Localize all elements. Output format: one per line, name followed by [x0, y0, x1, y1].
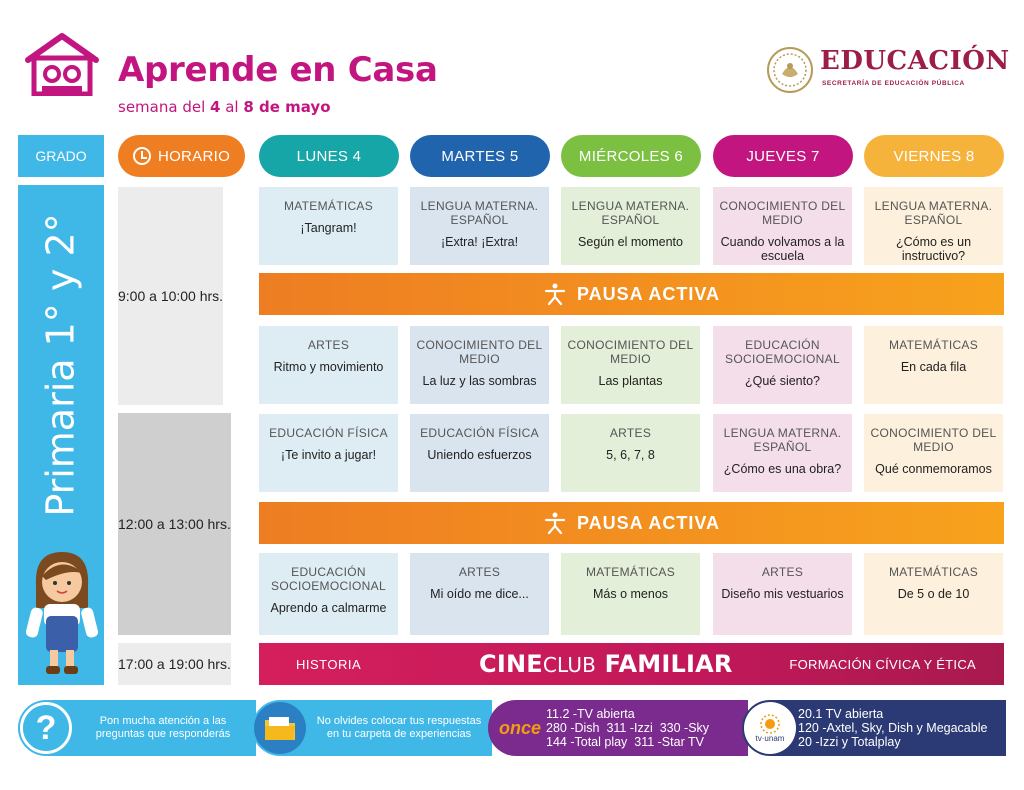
topic-label: Mi oído me dice...: [430, 587, 529, 601]
exercise-figure-icon: [543, 511, 567, 535]
formacion-civica-label: FORMACIÓN CÍVICA Y ÉTICA: [789, 657, 976, 672]
topic-label: En cada fila: [900, 360, 967, 374]
topic-label: Según el momento: [578, 235, 683, 249]
subject-label: EDUCACIÓN FÍSICA: [269, 426, 388, 440]
tvunam-sun-icon: [757, 714, 783, 734]
schedule-cell: [259, 414, 398, 492]
topic-label: Ritmo y movimiento: [273, 360, 384, 374]
topic-label: 5, 6, 7, 8: [606, 448, 655, 462]
subject-label: MATEMÁTICAS: [283, 199, 374, 213]
subject-label: MATEMÁTICAS: [888, 565, 979, 579]
org-subtitle: SECRETARÍA DE EDUCACIÓN PÚBLICA: [822, 80, 965, 87]
schedule-cell: [561, 553, 700, 635]
question-mark-icon: ?: [35, 708, 57, 747]
schedule-cell: [864, 553, 1003, 635]
evening-program-bar: [259, 643, 1004, 685]
subject-label: EDUCACIÓN SOCIOEMOCIONAL: [271, 565, 386, 593]
pausa-activa-banner: PAUSA ACTIVA: [259, 273, 1004, 315]
topic-label: ¡Te invito a jugar!: [280, 448, 377, 462]
footer-tip-questions: ? Pon mucha atención a las preguntas que responderás: [18, 700, 256, 756]
subject-label: CONOCIMIENTO DEL MEDIO: [567, 338, 694, 366]
schedule-cell: [561, 326, 700, 404]
schedule-cell: [259, 326, 398, 404]
topic-label: Aprendo a calmarme: [270, 601, 387, 615]
schedule-cell: [259, 187, 398, 265]
subject-label: LENGUA MATERNA. ESPAÑOL: [723, 426, 842, 454]
time-slot-noon: 12:00 a 13:00 hrs.: [118, 413, 231, 635]
footer-tvunam-channels: tv·unam 20.1 TV abierta 120 -Axtel, Sky, Dish y Megacable 20 -Izzi y Totalplay: [742, 700, 1006, 756]
exercise-figure-icon: [543, 282, 567, 306]
grade-label: Primaria 1° y 2°: [39, 213, 83, 517]
horario-header: HORARIO: [118, 135, 245, 177]
schedule-cell: [713, 187, 852, 265]
clock-icon: [133, 147, 151, 165]
topic-label: ¿Cómo es una obra?: [723, 462, 842, 476]
child-illustration-icon: [26, 546, 98, 680]
schedule-cell: [410, 414, 549, 492]
day-header: LUNES 4: [259, 135, 399, 177]
day-header: MIÉRCOLES 6: [561, 135, 701, 177]
topic-label: Más o menos: [592, 587, 669, 601]
topic-label: ¿Cómo es un instructivo?: [895, 235, 972, 263]
tvunam-logo: tv·unam: [755, 733, 785, 743]
day-header: JUEVES 7: [713, 135, 853, 177]
schedule-cell: [713, 414, 852, 492]
schedule-cell: [864, 187, 1003, 265]
schedule-cell: [410, 187, 549, 265]
aprende-en-casa-house-icon: [22, 30, 102, 96]
topic-label: ¡Tangram!: [300, 221, 357, 235]
subject-label: ARTES: [761, 565, 804, 579]
topic-label: Cuando volvamos a la escuela: [720, 235, 845, 263]
subject-label: EDUCACIÓN FÍSICA: [420, 426, 539, 440]
grado-header: GRADO: [18, 135, 104, 177]
page-title: Aprende en Casa: [118, 50, 438, 90]
subject-label: LENGUA MATERNA. ESPAÑOL: [420, 199, 539, 227]
pausa-activa-banner: PAUSA ACTIVA: [259, 502, 1004, 544]
schedule-cell: [713, 326, 852, 404]
national-seal-icon: [766, 46, 814, 94]
subject-label: EDUCACIÓN SOCIOEMOCIONAL: [725, 338, 840, 366]
subject-label: ARTES: [609, 426, 652, 440]
subject-label: MATEMÁTICAS: [585, 565, 676, 579]
subject-label: MATEMÁTICAS: [888, 338, 979, 352]
time-slot-morning: 9:00 a 10:00 hrs.: [118, 187, 223, 405]
schedule-cell: [561, 414, 700, 492]
schedule-cell: [713, 553, 852, 635]
time-slot-evening: 17:00 a 19:00 hrs.: [118, 643, 231, 685]
topic-label: Uniendo esfuerzos: [427, 448, 532, 462]
subject-label: ARTES: [307, 338, 350, 352]
subject-label: CONOCIMIENTO DEL MEDIO: [416, 338, 543, 366]
topic-label: Las plantas: [598, 374, 663, 388]
subject-label: CONOCIMIENTO DEL MEDIO: [870, 426, 997, 454]
schedule-cell: [410, 326, 549, 404]
topic-label: ¡Extra! ¡Extra!: [440, 235, 519, 249]
topic-label: ¿Qué siento?: [744, 374, 821, 388]
subject-label: CONOCIMIENTO DEL MEDIO: [719, 199, 846, 227]
footer-once-channels: once 11.2 -TV abierta 280 -Dish 311 -Izzi 330 -Sky 144 -Total play 311 -Star TV: [488, 700, 748, 756]
footer-tip-folder: No olvides colocar tus respuestas en tu carpeta de experiencias: [252, 700, 492, 756]
schedule-cell: [561, 187, 700, 265]
schedule-cell: [259, 553, 398, 635]
subject-label: LENGUA MATERNA. ESPAÑOL: [874, 199, 993, 227]
day-header: MARTES 5: [410, 135, 550, 177]
historia-label: HISTORIA: [296, 657, 362, 672]
folder-icon: [263, 714, 297, 742]
schedule-cell: [864, 414, 1003, 492]
topic-label: Diseño mis vestuarios: [721, 587, 844, 601]
org-title: EDUCACIÓN: [820, 46, 1010, 76]
schedule-cell: [864, 326, 1003, 404]
topic-label: De 5 o de 10: [897, 587, 970, 601]
day-header: VIERNES 8: [864, 135, 1004, 177]
subject-label: ARTES: [458, 565, 501, 579]
week-subtitle: semana del 4 al 8 de mayo: [118, 98, 331, 116]
once-ninos-logo: once: [498, 717, 541, 738]
cineclub-familiar-logo: CINECLUB FAMILIAR: [479, 650, 733, 678]
topic-label: Qué conmemoramos: [875, 462, 992, 476]
topic-label: La luz y las sombras: [422, 374, 537, 388]
subject-label: LENGUA MATERNA. ESPAÑOL: [571, 199, 690, 227]
schedule-cell: [410, 553, 549, 635]
